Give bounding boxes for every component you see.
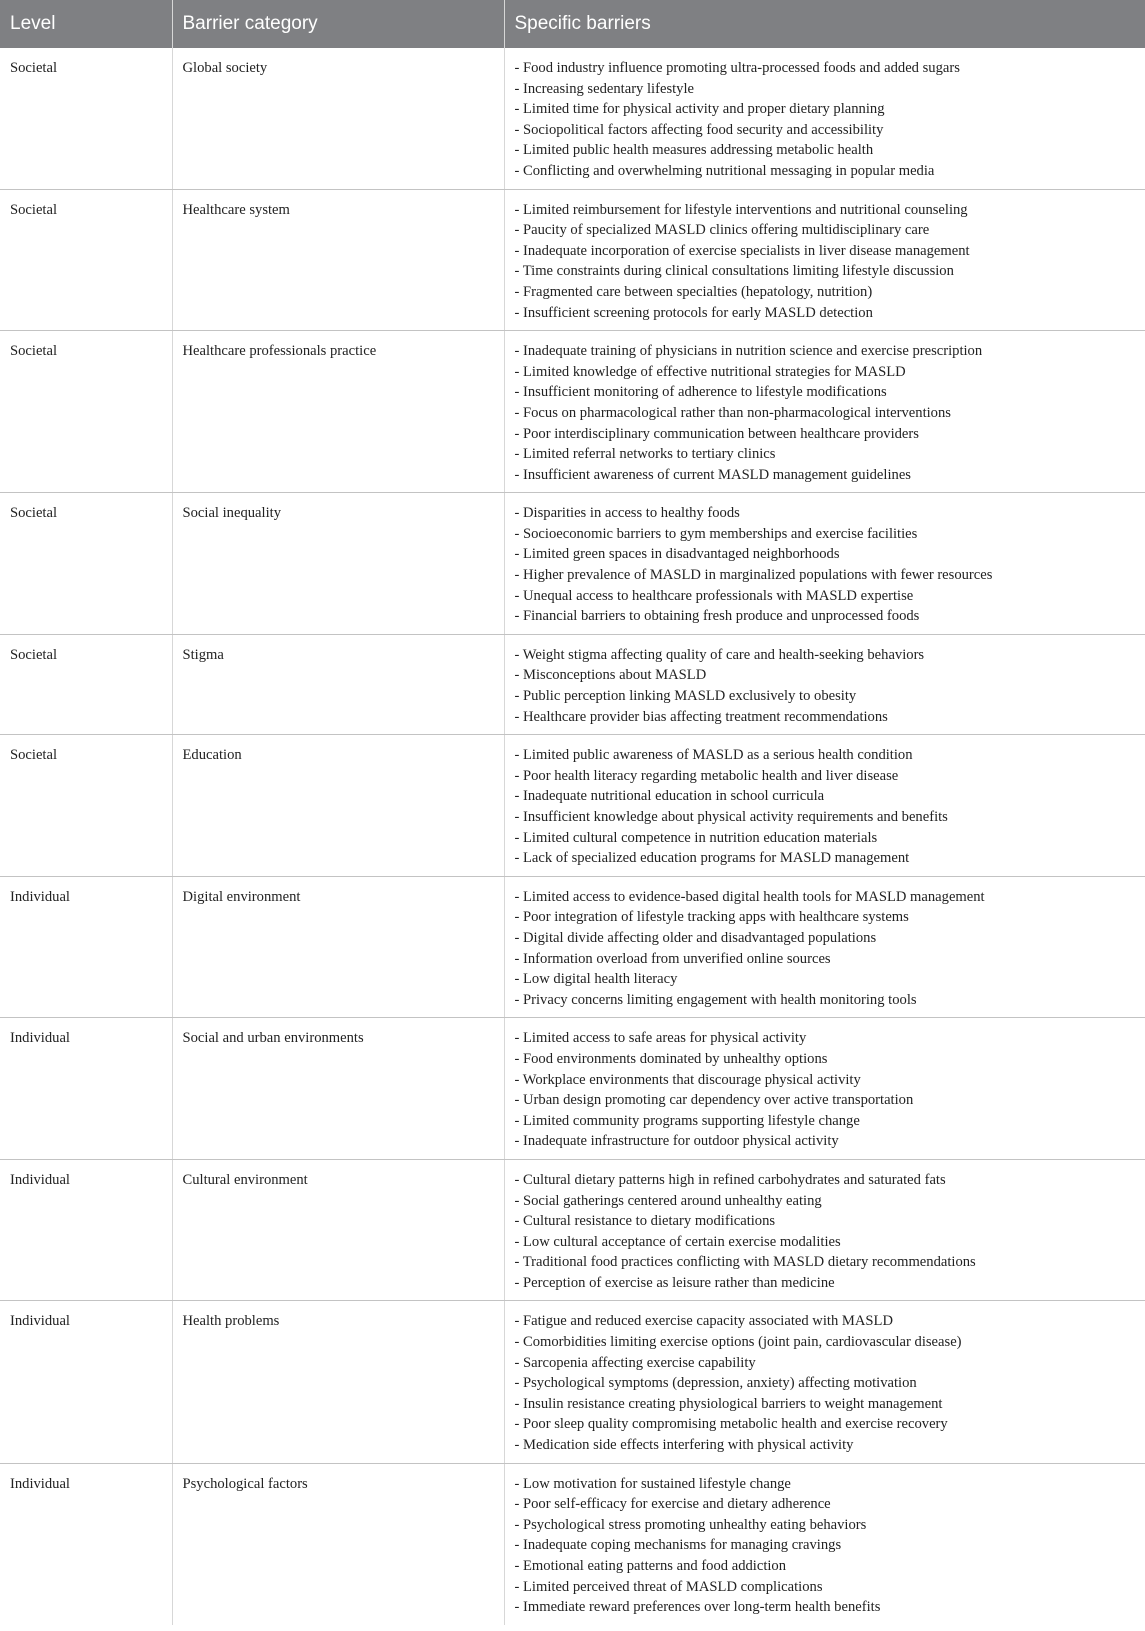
barrier-item: - Limited access to safe areas for physical activity: [514, 1030, 807, 1047]
barrier-category-cell: Education: [172, 735, 504, 877]
barrier-item: - Inadequate coping mechanisms for managing cravings: [514, 1537, 842, 1554]
barrier-category-cell: Health problems: [172, 1301, 504, 1463]
barrier-item: - Poor self-efficacy for exercise and dietary adherence: [514, 1496, 831, 1513]
barrier-item: - Digital divide affecting older and disadvantaged populations: [514, 929, 877, 946]
level-cell: Societal: [0, 189, 172, 331]
barrier-item: - Time constraints during clinical consultations limiting lifestyle discussion: [514, 263, 954, 280]
barrier-item: - Limited perceived threat of MASLD complications: [514, 1578, 823, 1595]
level-cell: Individual: [0, 1463, 172, 1625]
barrier-category-cell: Global society: [172, 48, 504, 189]
level-cell: Societal: [0, 331, 172, 493]
barrier-item: - Higher prevalence of MASLD in marginalized populations with fewer resources: [514, 567, 993, 584]
table-row: [0, 1301, 1145, 1463]
level-cell: Individual: [0, 876, 172, 1018]
barrier-item: - Limited referral networks to tertiary clinics: [514, 446, 776, 463]
barrier-item: - Information overload from unverified online sources: [514, 950, 831, 967]
header-barrier-category: Barrier category: [172, 0, 504, 48]
table-body: [0, 48, 1145, 1625]
specific-barriers-cell: [504, 634, 1145, 734]
barrier-item: - Inadequate incorporation of exercise specialists in liver disease management: [514, 242, 970, 259]
table-row: [0, 48, 1145, 189]
level-cell: Societal: [0, 48, 172, 189]
barrier-item: - Limited time for physical activity and proper dietary planning: [514, 101, 885, 118]
header-specific-barriers: Specific barriers: [504, 0, 1145, 48]
barrier-category-cell: Stigma: [172, 634, 504, 734]
barrier-item: - Limited public awareness of MASLD as a serious health condition: [514, 747, 913, 764]
barrier-item: - Immediate reward preferences over long-term health benefits: [514, 1599, 881, 1616]
barrier-item: - Weight stigma affecting quality of care and health-seeking behaviors: [514, 646, 925, 663]
table-row: [0, 189, 1145, 331]
level-cell: Individual: [0, 1018, 172, 1160]
barrier-category-cell: Psychological factors: [172, 1463, 504, 1625]
barrier-item: - Inadequate infrastructure for outdoor physical activity: [514, 1133, 839, 1150]
barrier-item: - Inadequate training of physicians in nutrition science and exercise prescription: [514, 343, 983, 360]
level-cell: Societal: [0, 735, 172, 877]
barrier-item: - Disparities in access to healthy foods: [514, 505, 740, 522]
barrier-item: - Traditional food practices conflicting with MASLD dietary recommendations: [514, 1254, 976, 1271]
barrier-item: - Psychological symptoms (depression, anxiety) affecting motivation: [514, 1375, 917, 1392]
barrier-item: - Public perception linking MASLD exclusively to obesity: [514, 688, 857, 705]
barrier-item: - Conflicting and overwhelming nutritional messaging in popular media: [514, 162, 935, 179]
table-header: [0, 0, 1145, 48]
barrier-item: - Financial barriers to obtaining fresh produce and unprocessed foods: [514, 608, 920, 625]
level-cell: Societal: [0, 634, 172, 734]
barrier-category-cell: Social and urban environments: [172, 1018, 504, 1160]
barrier-category-cell: Healthcare system: [172, 189, 504, 331]
specific-barriers-cell: [504, 493, 1145, 635]
barrier-item: - Workplace environments that discourage physical activity: [514, 1071, 861, 1088]
table-row: [0, 1463, 1145, 1625]
header-row: [0, 0, 1145, 48]
barrier-category-cell: Healthcare professionals practice: [172, 331, 504, 493]
barrier-item: - Insufficient monitoring of adherence to lifestyle modifications: [514, 384, 887, 401]
specific-barriers-cell: [504, 189, 1145, 331]
barrier-item: - Increasing sedentary lifestyle: [514, 80, 695, 97]
specific-barriers-cell: [504, 876, 1145, 1018]
specific-barriers-cell: [504, 1301, 1145, 1463]
barrier-item: - Limited public health measures addressing metabolic health: [514, 142, 874, 159]
barrier-item: - Misconceptions about MASLD: [514, 667, 707, 684]
barrier-item: - Inadequate nutritional education in school curricula: [514, 788, 825, 805]
barrier-item: - Social gatherings centered around unhealthy eating: [514, 1192, 822, 1209]
barrier-item: - Cultural dietary patterns high in refined carbohydrates and saturated fats: [514, 1171, 946, 1188]
specific-barriers-cell: [504, 735, 1145, 877]
table-row: [0, 1159, 1145, 1301]
barrier-item: - Paucity of specialized MASLD clinics offering multidisciplinary care: [514, 222, 930, 239]
barrier-item: - Privacy concerns limiting engagement with health monitoring tools: [514, 991, 917, 1008]
barrier-item: - Insufficient screening protocols for early MASLD detection: [514, 304, 873, 321]
barrier-item: - Healthcare provider bias affecting treatment recommendations: [514, 708, 888, 725]
barrier-item: - Poor health literacy regarding metabolic health and liver disease: [514, 767, 899, 784]
level-cell: Individual: [0, 1159, 172, 1301]
barrier-item: - Limited cultural competence in nutrition education materials: [514, 829, 878, 846]
barrier-item: - Urban design promoting car dependency over active transportation: [514, 1092, 914, 1109]
table-row: [0, 634, 1145, 734]
header-level: Level: [0, 0, 172, 48]
barrier-item: - Insulin resistance creating physiological barriers to weight management: [514, 1395, 943, 1412]
barrier-category-cell: Digital environment: [172, 876, 504, 1018]
barrier-item: - Socioeconomic barriers to gym memberships and exercise facilities: [514, 525, 918, 542]
barrier-item: - Limited access to evidence-based digital health tools for MASLD management: [514, 888, 985, 905]
barrier-item: - Low digital health literacy: [514, 971, 678, 988]
table-row: [0, 735, 1145, 877]
barrier-item: - Lack of specialized education programs for MASLD management: [514, 850, 910, 867]
table-row: [0, 493, 1145, 635]
barrier-item: - Cultural resistance to dietary modifications: [514, 1213, 776, 1230]
barrier-item: - Food environments dominated by unhealthy options: [514, 1050, 828, 1067]
specific-barriers-cell: [504, 48, 1145, 189]
barrier-item: - Perception of exercise as leisure rather than medicine: [514, 1274, 835, 1291]
table-row: [0, 331, 1145, 493]
barrier-item: - Low cultural acceptance of certain exercise modalities: [514, 1233, 841, 1250]
barrier-item: - Food industry influence promoting ultra-processed foods and added sugars: [514, 60, 960, 76]
barrier-category-cell: Cultural environment: [172, 1159, 504, 1301]
barrier-item: - Poor interdisciplinary communication between healthcare providers: [514, 425, 919, 442]
barrier-item: - Fragmented care between specialties (hepatology, nutrition): [514, 283, 873, 300]
barrier-item: - Psychological stress promoting unhealthy eating behaviors: [514, 1516, 867, 1533]
barrier-item: - Fatigue and reduced exercise capacity associated with MASLD: [514, 1313, 893, 1330]
barrier-item: - Sarcopenia affecting exercise capability: [514, 1354, 756, 1371]
barrier-item: - Poor integration of lifestyle tracking apps with healthcare systems: [514, 909, 909, 926]
barrier-category-cell: Social inequality: [172, 493, 504, 635]
specific-barriers-cell: [504, 1018, 1145, 1160]
barrier-item: - Poor sleep quality compromising metabolic health and exercise recovery: [514, 1416, 948, 1433]
barrier-item: - Focus on pharmacological rather than non-pharmacological interventions: [514, 404, 951, 421]
barrier-item: - Sociopolitical factors affecting food security and accessibility: [514, 121, 884, 138]
specific-barriers-cell: [504, 1159, 1145, 1301]
barrier-item: - Low motivation for sustained lifestyle change: [514, 1475, 791, 1492]
barrier-item: - Limited knowledge of effective nutritional strategies for MASLD: [514, 363, 906, 380]
barrier-item: - Emotional eating patterns and food addiction: [514, 1558, 787, 1574]
specific-barriers-cell: [504, 331, 1145, 493]
barrier-item: - Unequal access to healthcare professionals with MASLD expertise: [514, 587, 914, 604]
level-cell: Individual: [0, 1301, 172, 1463]
barrier-item: - Comorbidities limiting exercise options (joint pain, cardiovascular disease): [514, 1334, 962, 1351]
table-row: [0, 1018, 1145, 1160]
table-row: [0, 876, 1145, 1018]
barrier-item: - Medication side effects interfering with physical activity: [514, 1437, 854, 1454]
barrier-item: - Insufficient knowledge about physical activity requirements and benefits: [514, 809, 948, 825]
barrier-item: - Insufficient awareness of current MASLD management guidelines: [514, 466, 911, 483]
level-cell: Societal: [0, 493, 172, 635]
specific-barriers-cell: [504, 1463, 1145, 1625]
barrier-item: - Limited community programs supporting lifestyle change: [514, 1112, 860, 1129]
barrier-item: - Limited reimbursement for lifestyle interventions and nutritional counseling: [514, 201, 968, 218]
barrier-item: - Limited green spaces in disadvantaged neighborhoods: [514, 546, 840, 563]
